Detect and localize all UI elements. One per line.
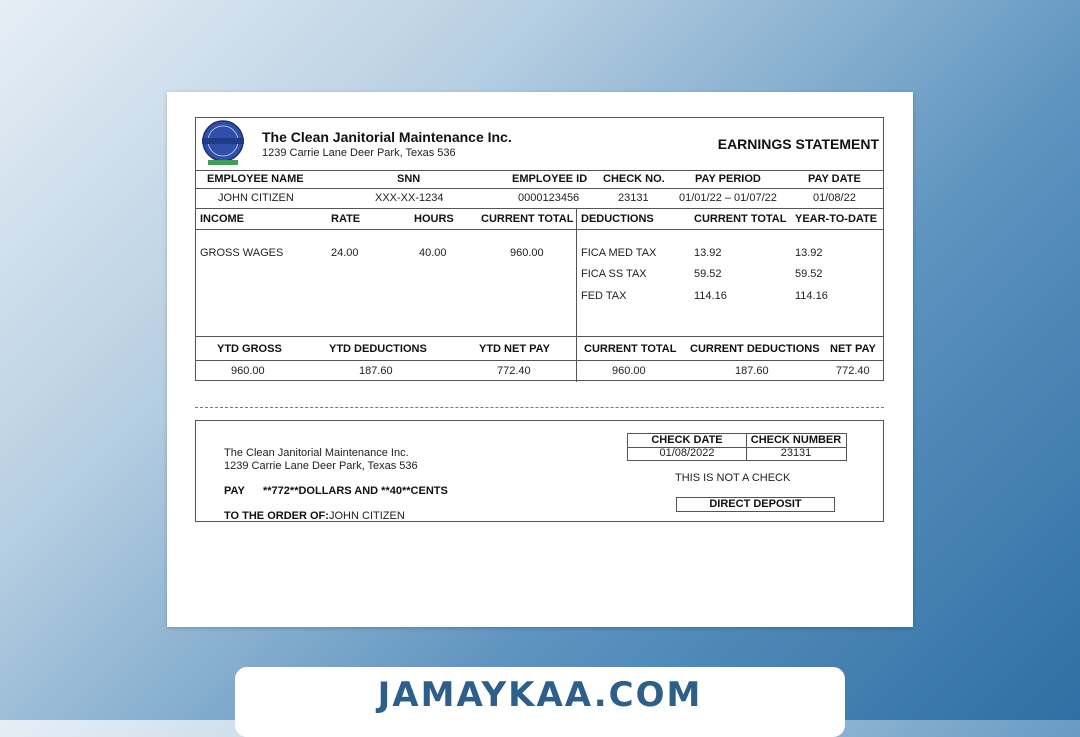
check-company-name: The Clean Janitorial Maintenance Inc.	[224, 447, 409, 459]
company-logo	[200, 120, 246, 166]
paystub-document	[167, 92, 913, 627]
deduction-label: FICA MED TAX	[581, 247, 657, 259]
check-date: 01/08/2022	[659, 447, 715, 459]
income-header: INCOME	[200, 213, 244, 225]
employee-name: JOHN CITIZEN	[218, 192, 294, 204]
summary-current-total-header: CURRENT TOTAL	[584, 343, 677, 355]
deductions-header: DEDUCTIONS	[581, 213, 654, 225]
site-name: JAMAYKAA.COM	[377, 675, 703, 715]
check-number-header: CHECK NUMBER	[750, 434, 842, 446]
pay-label: PAY	[224, 485, 245, 497]
not-a-check-notice: THIS IS NOT A CHECK	[675, 472, 791, 484]
check-company-address: 1239 Carrie Lane Deer Park, Texas 536	[224, 460, 418, 472]
ytd-net-pay: 772.40	[497, 365, 531, 377]
company-address: 1239 Carrie Lane Deer Park, Texas 536	[262, 147, 456, 159]
rate-header: RATE	[331, 213, 361, 225]
divider	[196, 188, 883, 189]
income-label: GROSS WAGES	[200, 247, 284, 259]
pay-date: 01/08/22	[813, 192, 856, 204]
pay-amount-words: **772**DOLLARS AND **40**CENTS	[263, 485, 448, 497]
ytd-deductions: 187.60	[359, 365, 393, 377]
snn-header: SNN	[397, 173, 421, 185]
deduction-current: 13.92	[694, 247, 722, 259]
deduction-current: 114.16	[694, 290, 727, 302]
order-label: TO THE ORDER OF:	[224, 510, 329, 522]
divider	[196, 208, 883, 209]
net-pay: 772.40	[836, 365, 870, 377]
net-pay-header: NET PAY	[830, 343, 876, 355]
direct-deposit-label: DIRECT DEPOSIT	[709, 498, 802, 510]
income-hours: 40.00	[419, 247, 447, 259]
employee-name-header: EMPLOYEE NAME	[207, 173, 304, 185]
column-divider	[576, 208, 577, 382]
income-current-total-header: CURRENT TOTAL	[481, 213, 574, 225]
deduction-current: 59.52	[694, 268, 722, 280]
deduction-ytd: 59.52	[795, 268, 823, 280]
ytd-deductions-header: YTD DEDUCTIONS	[329, 343, 427, 355]
employee-snn: XXX-XX-1234	[375, 192, 444, 204]
deduction-ytd: 13.92	[795, 247, 823, 259]
deduction-ytd: 114.16	[795, 290, 828, 302]
summary-current-total: 960.00	[612, 365, 646, 377]
deductions-current-total-header: CURRENT TOTAL	[694, 213, 787, 225]
income-rate: 24.00	[331, 247, 359, 259]
company-name: The Clean Janitorial Maintenance Inc.	[262, 129, 512, 145]
check-date-header: CHECK DATE	[651, 434, 723, 446]
divider	[196, 336, 883, 337]
pay-period-header: PAY PERIOD	[695, 173, 761, 185]
direct-deposit-box	[676, 497, 835, 512]
order-name: JOHN CITIZEN	[329, 510, 405, 522]
footer-banner	[235, 667, 845, 737]
pay-period: 01/01/22 – 01/07/22	[679, 192, 777, 204]
deduction-label: FICA SS TAX	[581, 268, 647, 280]
current-deductions-header: CURRENT DEDUCTIONS	[690, 343, 820, 355]
hours-header: HOURS	[414, 213, 454, 225]
check-no: 23131	[618, 192, 649, 204]
income-current-total: 960.00	[510, 247, 544, 259]
statement-title: EARNINGS STATEMENT	[717, 136, 879, 152]
tear-line	[195, 407, 884, 408]
divider	[196, 170, 883, 171]
pay-date-header: PAY DATE	[808, 173, 861, 185]
check-no-header: CHECK NO.	[603, 173, 665, 185]
current-deductions: 187.60	[735, 365, 769, 377]
divider	[196, 360, 883, 361]
employee-id-header: EMPLOYEE ID	[512, 173, 588, 185]
ytd-gross-header: YTD GROSS	[217, 343, 282, 355]
check-stub	[195, 420, 884, 522]
ytd-gross: 960.00	[231, 365, 265, 377]
deduction-label: FED TAX	[581, 290, 627, 302]
divider	[196, 229, 883, 230]
employee-id: 0000123456	[518, 192, 580, 204]
ytd-header: YEAR-TO-DATE	[795, 213, 878, 225]
ytd-net-pay-header: YTD NET PAY	[479, 343, 550, 355]
check-info-table	[627, 433, 847, 461]
earnings-statement	[195, 117, 884, 381]
check-number: 23131	[780, 447, 812, 459]
